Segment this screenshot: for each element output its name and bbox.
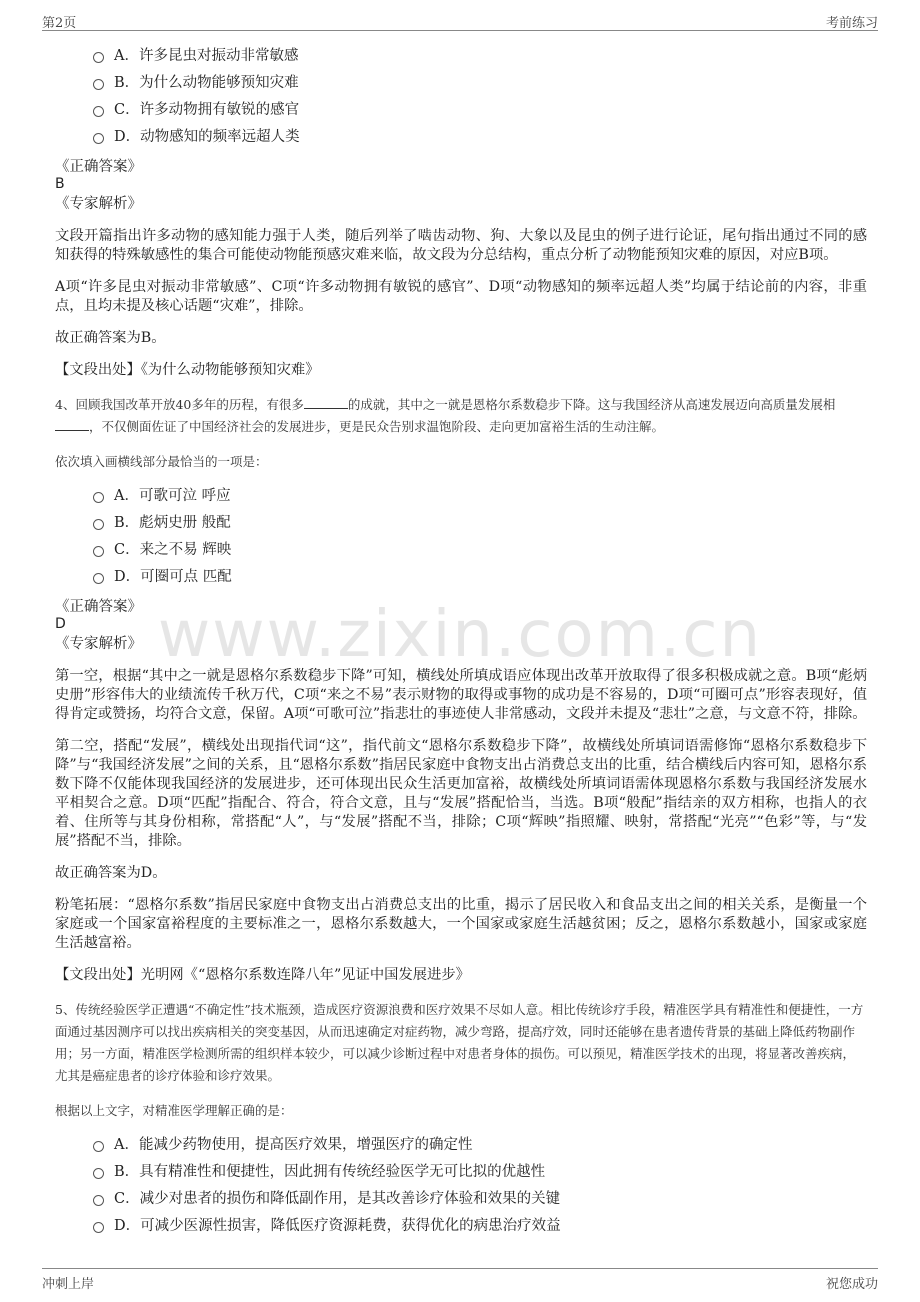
q5-stem: 5、传统经验医学正遭遇“不确定性”技术瓶颈，造成医疗资源浪费和医疗效果不尽如人意。相比传统诊疗手段，精准医学具有精准性和便捷性，一方面通过基因测序可以找出疾病相关的突变基因，从而迅速确定对症药物，减少弯路，提高疗效，同时还能够在患者遗传背景的基础上降低药物副作用；另一方面，精准医学检测所需的组织样本较少，可以减少诊断过程中对患者身体的损伤。可以预见，精准医学技术的出现，将显著改善疾病，尤其是癌症患者的诊疗体验和诊疗效果。 bbox=[55, 1002, 864, 1083]
radio-icon[interactable] bbox=[93, 1168, 104, 1179]
footer-left: 冲刺上岸 bbox=[42, 1277, 95, 1292]
radio-icon[interactable] bbox=[93, 546, 104, 557]
option-label: C．减少对患者的损伤和降低副作用，是其改善诊疗体验和效果的关键 bbox=[114, 1191, 561, 1207]
q4-option-d[interactable] bbox=[91, 567, 867, 594]
option-label: A．可歌可泣 呼应 bbox=[114, 488, 231, 504]
q4-conclusion: 故正确答案为D。 bbox=[55, 865, 167, 881]
watermark: www.zixin.com.cn bbox=[157, 598, 763, 672]
q4-option-c[interactable] bbox=[91, 540, 867, 567]
q5-option-c[interactable] bbox=[91, 1189, 867, 1216]
q4-answer: D bbox=[55, 616, 66, 632]
option-label: A．许多昆虫对振动非常敏感 bbox=[114, 48, 299, 64]
q4-analysis-label: 《专家解析》 bbox=[55, 636, 142, 652]
option-label: D．可圈可点 匹配 bbox=[114, 569, 232, 585]
option-label: A．能减少药物使用，提高医疗效果，增强医疗的确定性 bbox=[114, 1137, 473, 1153]
q3-option-d[interactable] bbox=[91, 127, 867, 154]
radio-icon[interactable] bbox=[93, 1141, 104, 1152]
q4-blank-2 bbox=[55, 418, 89, 431]
radio-icon[interactable] bbox=[93, 573, 104, 584]
option-label: B．彪炳史册 般配 bbox=[114, 515, 231, 531]
q3-answer-label: 《正确答案》 bbox=[55, 159, 142, 175]
option-label: C．来之不易 辉映 bbox=[114, 542, 232, 558]
document-body bbox=[55, 46, 867, 1243]
q4-prompt: 依次填入画横线部分最恰当的一项是： bbox=[55, 454, 268, 469]
q4-analysis-para: 第一空，根据“其中之一就是恩格尔系数稳步下降”可知，横线处所填成语应体现出改革开放取得了很多积极成就之意。B项“彪炳史册”形容伟大的业绩流传千秋万代，C项“来之不易”表示财物的取得或事物的成功是不容易的，D项“可圈可点”形容表现好，值得肯定或赞扬，均符合文意，保留。A项“可歌可泣”指悲壮的事迹使人非常感动，文段并未提及“悲壮”之意，与文意不符，排除。 bbox=[55, 668, 867, 722]
q4-option-b[interactable] bbox=[91, 513, 867, 540]
option-label: C．许多动物拥有敏锐的感官 bbox=[114, 102, 300, 118]
header-title: 考前练习 bbox=[825, 16, 878, 31]
radio-icon[interactable] bbox=[93, 519, 104, 530]
q4-extension: 粉笔拓展：“恩格尔系数”指居民家庭中食物支出占消费总支出的比重，揭示了居民收入和食品支出之间的相关关系，是衡量一个家庭或一个国家富裕程度的主要标准之一，恩格尔系数越大，一个国家或家庭生活越贫困；反之，恩格尔系数越小，国家或家庭生活越富裕。 bbox=[55, 897, 867, 951]
q5-option-b[interactable] bbox=[91, 1162, 867, 1189]
footer-right: 祝您成功 bbox=[825, 1277, 878, 1292]
q3-conclusion: 故正确答案为B。 bbox=[55, 330, 166, 346]
q3-answer: B bbox=[55, 176, 65, 192]
q5-option-a[interactable] bbox=[91, 1135, 867, 1162]
radio-icon[interactable] bbox=[93, 52, 104, 63]
q3-source: 【文段出处】《为什么动物能够预知灾难》 bbox=[55, 362, 320, 378]
q4-stem-part: 4、回顾我国改革开放40多年的历程，有很多 bbox=[55, 397, 304, 412]
q5-prompt: 根据以上文字，对精准医学理解正确的是： bbox=[55, 1103, 293, 1118]
radio-icon[interactable] bbox=[93, 106, 104, 117]
q3-analysis-para: A项“许多昆虫对振动非常敏感”、C项“许多动物拥有敏锐的感官”、D项“动物感知的频率远超人类”均属于结论前的内容，非重点，且均未提及核心话题“灾难”，排除。 bbox=[55, 279, 867, 314]
option-label: D．动物感知的频率远超人类 bbox=[114, 129, 300, 145]
q5-options bbox=[55, 1135, 867, 1243]
radio-icon[interactable] bbox=[93, 133, 104, 144]
q3-analysis-para: 文段开篇指出许多动物的感知能力强于人类，随后列举了啮齿动物、狗、大象以及昆虫的例子进行论证，尾句指出通过不同的感知获得的特殊敏感性的集合可能使动物能预感灾难来临，故文段为分总结构，重点分析了动物能预知灾难的原因，对应B项。 bbox=[55, 228, 867, 263]
option-label: B．为什么动物能够预知灾难 bbox=[114, 75, 299, 91]
option-label: D．可减少医源性损害，降低医疗资源耗费，获得优化的病患治疗效益 bbox=[114, 1218, 561, 1234]
q4-source: 【文段出处】光明网《“恩格尔系数连降八年”见证中国发展进步》 bbox=[55, 967, 470, 983]
q4-analysis-para: 第二空，搭配“发展”，横线处出现指代词“这”，指代前文“恩格尔系数稳步下降”，故横线处所填词语需修饰“恩格尔系数稳步下降”与“我国经济发展”之间的关系，且“恩格尔系数”指居民家庭中食物支出占消费总支出的比重，结合横线后内容可知，恩格尔系数下降不仅能体现我国经济的发展进步，还可体现出民众生活更加富裕，故横线处所填词语需体现恩格尔系数与我国经济发展水平相契合之意。D项“匹配”指配合、符合，符合文意，且与“发展”搭配恰当，当选。B项“般配”指结亲的双方相称，也指人的衣着、住所等与其身份相称，常搭配“人”，与“发展”搭配不当，排除；C项“辉映”指照耀、映射，常搭配“光亮”“色彩”等，与“发展”搭配不当，排除。 bbox=[55, 738, 867, 849]
q3-option-b[interactable] bbox=[91, 73, 867, 100]
radio-icon[interactable] bbox=[93, 492, 104, 503]
option-label: B．具有精准性和便捷性，因此拥有传统经验医学无可比拟的优越性 bbox=[114, 1164, 546, 1180]
q4-options bbox=[55, 486, 867, 594]
q5-option-d[interactable] bbox=[91, 1216, 867, 1243]
q3-option-a[interactable] bbox=[91, 46, 867, 73]
q4-stem-part: 的成就，其中之一就是恩格尔系数稳步下降。这与我国经济从高速发展迈向高质量发展相 bbox=[347, 397, 836, 412]
q4-blank-1 bbox=[304, 396, 348, 409]
q4-answer-label: 《正确答案》 bbox=[55, 599, 142, 615]
q4-option-a[interactable] bbox=[91, 486, 867, 513]
radio-icon[interactable] bbox=[93, 79, 104, 90]
q3-analysis-label: 《专家解析》 bbox=[55, 196, 142, 212]
page-number: 第2页 bbox=[42, 16, 77, 31]
radio-icon[interactable] bbox=[93, 1222, 104, 1233]
q4-stem bbox=[55, 394, 867, 438]
q3-options bbox=[55, 46, 867, 154]
q4-stem-part: ，不仅侧面佐证了中国经济社会的发展进步，更是民众告别求温饱阶段、走向更加富裕生活的生动注解。 bbox=[89, 419, 665, 434]
page-footer bbox=[42, 1268, 878, 1292]
q3-option-c[interactable] bbox=[91, 100, 867, 127]
radio-icon[interactable] bbox=[93, 1195, 104, 1206]
page-header bbox=[42, 12, 878, 31]
